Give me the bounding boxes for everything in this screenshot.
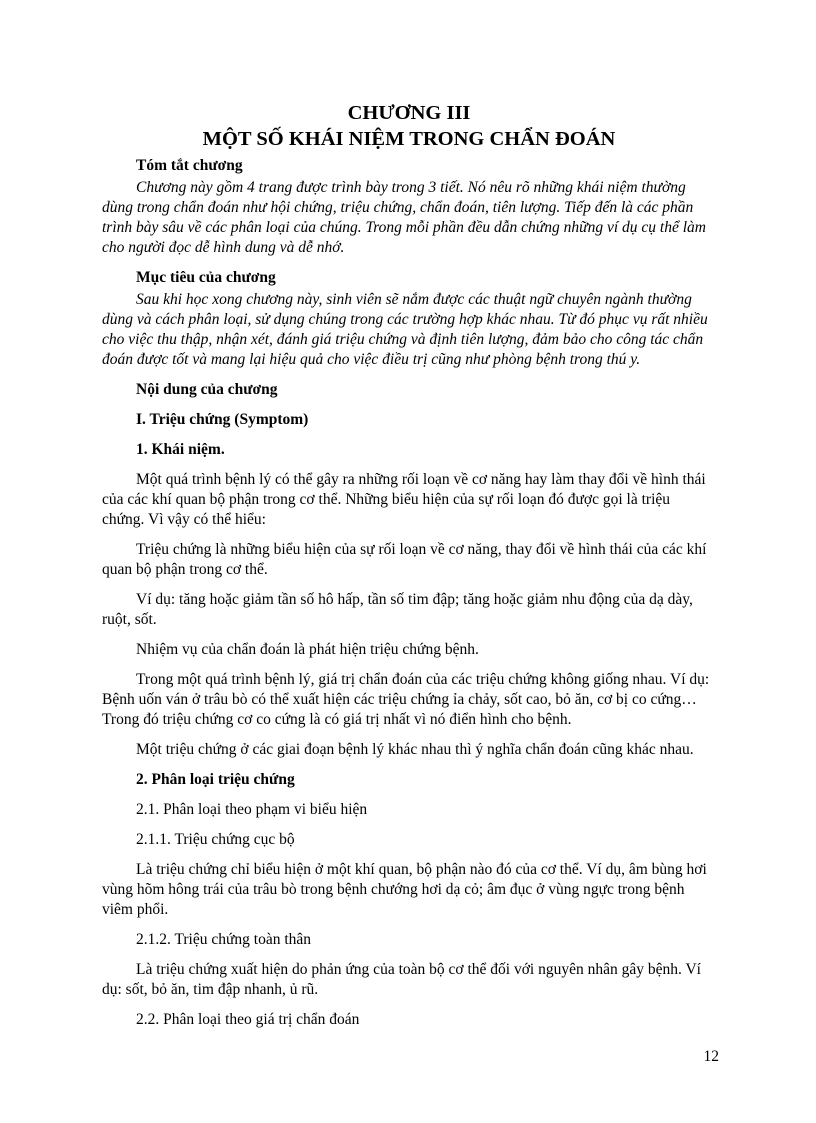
objectives-heading: Mục tiêu của chương <box>136 269 276 286</box>
chapter-number: CHƯƠNG III <box>347 102 471 124</box>
paragraph: Một triệu chứng ở các giai đoạn bệnh lý khác nhau thì ý nghĩa chẩn đoán cũng khác nhau. <box>136 741 694 758</box>
subsection-heading: 2.1.1. Triệu chứng cục bộ <box>136 831 295 848</box>
summary-heading: Tóm tắt chương <box>136 157 243 174</box>
objectives-text: Sau khi học xong chương này, sinh viên sẽ nắm được các thuật ngữ chuyên ngành thường dùng và cách phân loại, sử dụng chúng trong các trường hợp khác nhau. Từ đó phục vụ rất nhiều cho việc thu thập, nhận xét, đánh giá triệu chứng và định tiên lượng, đảm bảo cho công tác chẩn đoán được tốt và mang lại hiệu quả cho việc điều trị cũng như phòng bệnh trong thú y. <box>102 291 708 368</box>
content-heading: Nội dung của chương <box>136 381 278 398</box>
paragraph: Là triệu chứng xuất hiện do phản ứng của toàn bộ cơ thể đối với nguyên nhân gây bệnh. Ví dụ: sốt, bỏ ăn, tim đập nhanh, ủ rũ. <box>102 961 701 998</box>
subsection-heading: 2.1. Phân loại theo phạm vi biểu hiện <box>136 801 368 818</box>
subsection-heading: 2.2. Phân loại theo giá trị chẩn đoán <box>136 1011 360 1028</box>
classification-heading: 2. Phân loại triệu chứng <box>136 771 295 788</box>
paragraph: Là triệu chứng chỉ biểu hiện ở một khí quan, bộ phận nào đó của cơ thể. Ví dụ, âm bùng hơi vùng hõm hông trái của trâu bò trong bệnh chướng hơi dạ cỏ; âm đục ở vùng ngực trong bệnh viêm phổi. <box>102 861 707 918</box>
summary-text: Chương này gồm 4 trang được trình bày trong 3 tiết. Nó nêu rõ những khái niệm thường dùng trong chẩn đoán như hội chứng, triệu chứng, chẩn đoán, tiên lượng. Tiếp đến là các phần trình bày sâu về các phân loại của chúng. Trong mỗi phần đều dẫn chứng những ví dụ cụ thể làm cho người đọc dễ hình dung và dễ nhớ. <box>102 179 706 256</box>
paragraph: Nhiệm vụ của chẩn đoán là phát hiện triệu chứng bệnh. <box>136 641 479 658</box>
paragraph: Một quá trình bệnh lý có thể gây ra những rối loạn về cơ năng hay làm thay đổi về hình thái của các khí quan bộ phận trong cơ thể. Những biểu hiện của sự rối loạn đó được gọi là triệu chứng. Vì vậy có thể hiểu: <box>102 471 706 528</box>
paragraph: Trong một quá trình bệnh lý, giá trị chẩn đoán của các triệu chứng không giống nhau. Ví dụ: Bệnh uốn ván ở trâu bò có thể xuất hiện các triệu chứng ỉa chảy, sốt cao, bỏ ăn, cơ bị co cứng… Trong đó triệu chứng cơ co cứng là có giá trị nhất vì nó điển hình cho bệnh. <box>102 671 710 728</box>
concept-heading: 1. Khái niệm. <box>136 441 225 458</box>
section-heading: I. Triệu chứng (Symptom) <box>136 411 309 428</box>
page-content <box>102 100 716 1040</box>
paragraph: Ví dụ: tăng hoặc giảm tần số hô hấp, tần số tim đập; tăng hoặc giảm nhu động của dạ dày, ruột, sốt. <box>102 591 693 628</box>
subsection-heading: 2.1.2. Triệu chứng toàn thân <box>136 931 312 948</box>
paragraph: Triệu chứng là những biểu hiện của sự rối loạn về cơ năng, thay đổi về hình thái của các khí quan bộ phận trong cơ thể. <box>102 541 707 578</box>
chapter-title: MỘT SỐ KHÁI NIỆM TRONG CHẨN ĐOÁN <box>202 128 616 150</box>
page-number: 12 <box>703 1048 719 1065</box>
